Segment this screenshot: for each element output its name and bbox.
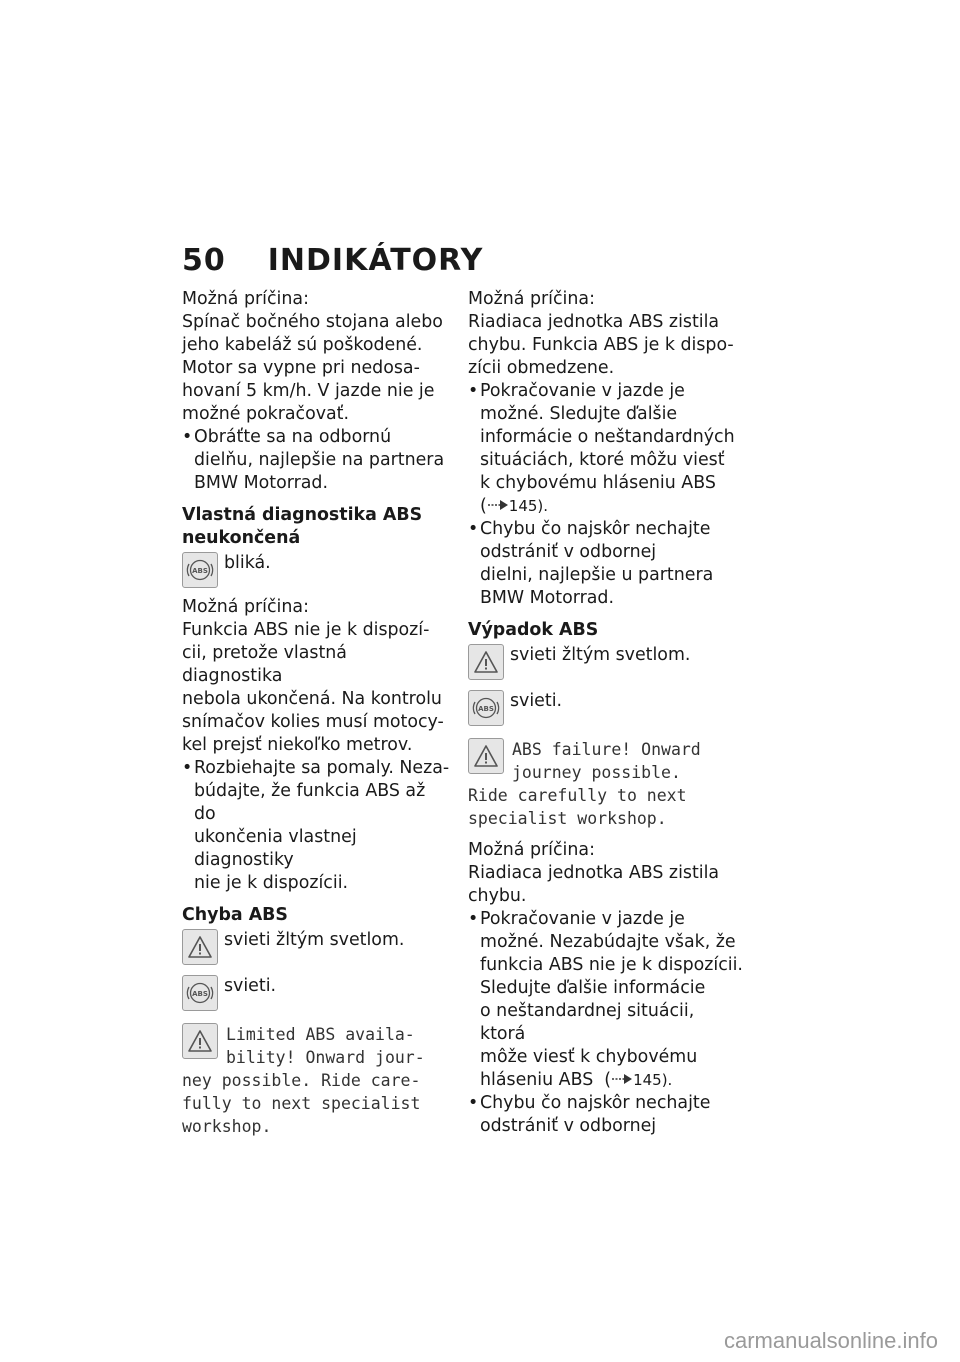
indicator-status: svieti. xyxy=(510,691,563,711)
warning-triangle-icon xyxy=(468,644,504,680)
page-reference[interactable]: 145). xyxy=(508,497,549,515)
section-heading: Chyba ABS xyxy=(182,905,288,925)
indicator-row xyxy=(182,929,452,973)
indicator-row xyxy=(182,975,452,1019)
cause-label: Možná príčina: xyxy=(182,289,309,309)
page-reference-arrow-icon xyxy=(487,496,509,516)
abs-icon xyxy=(182,552,218,588)
watermark: carmanualsonline.info xyxy=(723,1328,938,1353)
cause-label: Možná príčina: xyxy=(182,597,309,617)
section-heading: Vlastná diagnostika ABS neukončená xyxy=(182,505,423,548)
warning-triangle-icon xyxy=(182,1023,218,1059)
indicator-row xyxy=(182,552,452,596)
bullet-item: • Obráťte sa na odbornú dielňu, najlepšie na partnera BMW Motorrad. xyxy=(182,426,452,495)
page-number: 50 xyxy=(182,243,226,278)
right-column xyxy=(468,288,743,1138)
indicator-status: svieti žltým svetlom. xyxy=(510,645,691,665)
abs-icon xyxy=(468,690,504,726)
warning-triangle-icon xyxy=(468,738,504,774)
indicator-row xyxy=(468,644,743,688)
bullet-item: • Rozbiehajte sa pomaly. Neza- búdajte, že funkcia ABS až do ukončenia vlastnej diagnostiky nie je k dispozícii. xyxy=(182,757,452,895)
page-header xyxy=(182,243,483,278)
display-message: Limited ABS availa- bility! Onward jour- xyxy=(226,1025,425,1067)
cause-text: Riadiaca jednotka ABS zistila chybu. Funkcia ABS je k dispo- zícii obmedzene. xyxy=(468,312,734,378)
svg-text:ABS: ABS xyxy=(478,705,494,713)
bullet-item: • Pokračovanie v jazde je možné. Sledujte ďalšie informácie o neštandardných situáciách, ktoré môžu viesť k chybovému hláseniu ABS ( 145). xyxy=(468,380,743,518)
svg-text:ABS: ABS xyxy=(192,990,208,998)
display-message-row xyxy=(468,738,743,784)
svg-text:ABS: ABS xyxy=(192,567,208,575)
indicator-status: bliká. xyxy=(224,553,271,573)
cause-label: Možná príčina: xyxy=(468,289,595,309)
display-message-continued: Ride carefully to next specialist workshop. xyxy=(468,786,687,828)
page-reference-arrow-icon xyxy=(611,1070,633,1090)
display-message-continued: ney possible. Ride care- fully to next specialist workshop. xyxy=(182,1071,421,1136)
section-heading: Výpadok ABS xyxy=(468,620,599,640)
bullet-item: • Pokračovanie v jazde je možné. Nezabúdajte však, že funkcia ABS nie je k dispozícii. Sledujte ďalšie informácie o neštandardnej situácii, ktorá môže viesť k chybovému hláseniu ABS ( 145). xyxy=(468,908,743,1092)
indicator-row xyxy=(468,690,743,734)
indicator-status: svieti. xyxy=(224,976,277,996)
abs-icon xyxy=(182,975,218,1011)
cause-label: Možná príčina: xyxy=(468,840,595,860)
page-reference[interactable]: 145). xyxy=(633,1071,673,1089)
cause-text: Spínač bočného stojana alebo jeho kabeláž sú poškodené. Motor sa vypne pri nedosa- hovaní 5 km/h. V jazde nie je možné pokračovať. xyxy=(182,312,443,424)
cause-text: Riadiaca jednotka ABS zistila chybu. xyxy=(468,863,720,906)
indicator-status: svieti žltým svetlom. xyxy=(224,930,405,950)
cause-text: Funkcia ABS nie je k dispozí- cii, pretože vlastná diagnostika nebola ukončená. Na kontrolu snímačov kolies musí motocy- kel prejsť niekoľko metrov. xyxy=(182,620,444,755)
warning-triangle-icon xyxy=(182,929,218,965)
bullet-item: • Chybu čo najskôr nechajte odstrániť v odbornej dielni, najlepšie u partnera BMW Motorrad. xyxy=(468,518,743,610)
page-title: INDIKÁTORY xyxy=(267,243,484,278)
display-message-row xyxy=(182,1023,452,1069)
left-column xyxy=(182,288,452,1138)
display-message: ABS failure! Onward journey possible. xyxy=(512,740,701,782)
bullet-item: • Chybu čo najskôr nechajte odstrániť v odbornej xyxy=(468,1092,743,1138)
